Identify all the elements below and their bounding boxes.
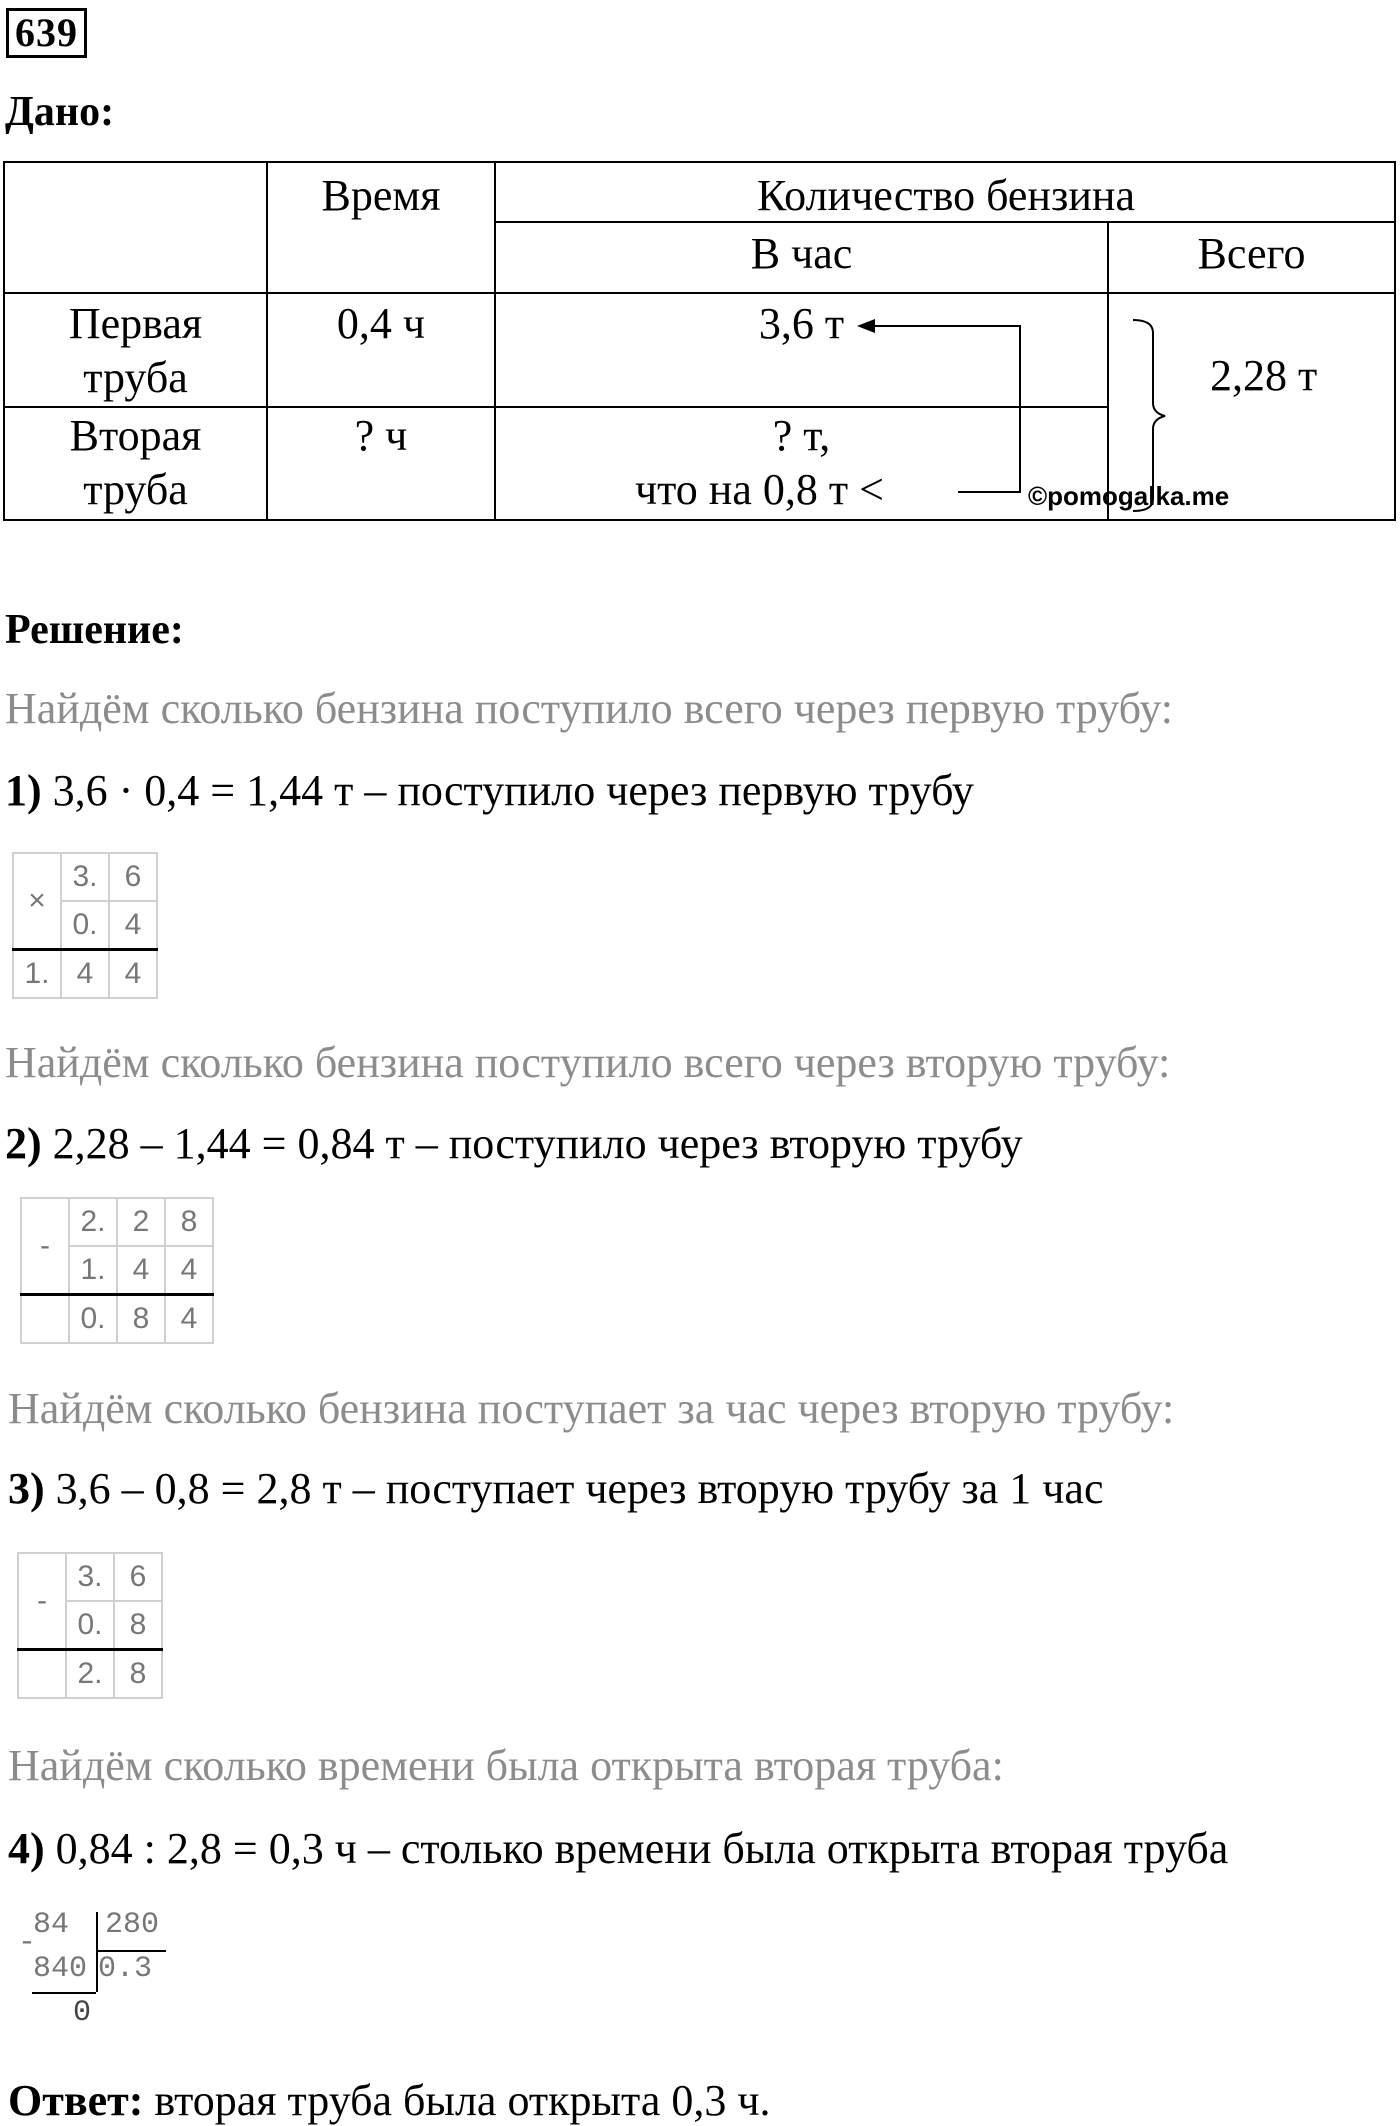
calc3-grid xyxy=(17,1552,163,1699)
calc1-cell: 4 xyxy=(109,901,157,950)
step2-line xyxy=(5,1118,1023,1169)
calc2-cell: 4 xyxy=(165,1295,213,1344)
step4-number: 4) xyxy=(8,1824,45,1873)
calc2-op: - xyxy=(21,1198,69,1295)
calc3-cell: 2. xyxy=(66,1650,114,1699)
calc4-divisor: 280 xyxy=(105,1908,160,1942)
row2-rate-line1: ? т, xyxy=(772,411,831,460)
step4-hint: Найдём сколько времени была открыта вторая труба: xyxy=(8,1741,1004,1790)
step1-number: 1) xyxy=(5,766,42,815)
step3-number: 3) xyxy=(8,1464,45,1513)
division-bar xyxy=(32,1992,96,1994)
calc2-cell: 4 xyxy=(165,1246,213,1295)
calc1-cell: 4 xyxy=(61,950,109,999)
relation-arrows xyxy=(5,163,1398,523)
header-total: Всего xyxy=(1197,229,1306,278)
calc3-cell: 8 xyxy=(114,1601,162,1650)
answer-text: вторая труба была открыта 0,3 ч. xyxy=(154,2076,771,2125)
calc1-cell: 6 xyxy=(109,853,157,901)
given-table xyxy=(3,161,1396,521)
answer-line xyxy=(8,2075,770,2126)
step2-hint: Найдём сколько бензина поступило всего через вторую трубу: xyxy=(5,1038,1171,1087)
given-heading: Дано: xyxy=(5,89,115,135)
calc2-cell: 2 xyxy=(117,1198,165,1246)
calc2-grid xyxy=(20,1197,214,1344)
calc2-cell: 8 xyxy=(117,1295,165,1344)
comparison-arrow-line xyxy=(863,326,1020,492)
step3-text: 3,6 – 0,8 = 2,8 т – поступает через вторую трубу за 1 час xyxy=(55,1464,1104,1513)
row1-name-line2: труба xyxy=(83,353,188,402)
calc2-cell: 8 xyxy=(165,1198,213,1246)
row2-rate-line2: что на 0,8 т < xyxy=(635,465,884,514)
calc2-cell: 4 xyxy=(117,1246,165,1295)
calc4-remainder: 0 xyxy=(73,1996,92,2030)
row2-name-line2: труба xyxy=(83,465,188,514)
calc2-cell xyxy=(21,1295,69,1344)
calc3-cell: 3. xyxy=(66,1553,114,1601)
calc2-cell: 2. xyxy=(69,1198,117,1246)
total-value: 2,28 т xyxy=(1210,351,1318,400)
problem-number: 639 xyxy=(6,8,87,58)
row2-name-line1: Вторая xyxy=(69,411,202,460)
calc3-cell: 0. xyxy=(66,1601,114,1650)
solution-heading: Решение: xyxy=(5,607,184,653)
answer-label: Ответ: xyxy=(8,2076,144,2125)
header-per-hour: В час xyxy=(750,229,853,278)
calc4-product: 840 xyxy=(33,1952,88,1986)
step3-line xyxy=(8,1463,1104,1514)
calc4-long-division xyxy=(18,1908,178,2038)
division-bar xyxy=(96,1912,98,1992)
watermark: ©pomogalka.me xyxy=(1028,481,1230,511)
calc2-cell: 0. xyxy=(69,1295,117,1344)
calc1-cell: 1. xyxy=(13,950,61,999)
calc4-op: - xyxy=(18,1926,37,1960)
calc3-cell xyxy=(18,1650,66,1699)
step3-hint: Найдём сколько бензина поступает за час через вторую трубу: xyxy=(8,1384,1175,1433)
step2-text: 2,28 – 1,44 = 0,84 т – поступило через вторую трубу xyxy=(52,1119,1023,1168)
arrowhead-icon xyxy=(857,319,875,333)
row1-time: 0,4 ч xyxy=(336,299,426,348)
row1-name-line1: Первая xyxy=(68,299,203,348)
division-bar xyxy=(96,1950,166,1952)
step2-number: 2) xyxy=(5,1119,42,1168)
calc2-cell: 1. xyxy=(69,1246,117,1295)
calc3-cell: 8 xyxy=(114,1650,162,1699)
calc1-cell: 0. xyxy=(61,901,109,950)
calc4-dividend: 84 xyxy=(33,1908,70,1942)
header-amount: Количество бензина xyxy=(757,171,1135,220)
step4-text: 0,84 : 2,8 = 0,3 ч – столько времени была открыта вторая труба xyxy=(55,1824,1229,1873)
calc3-cell: 6 xyxy=(114,1553,162,1601)
step1-line xyxy=(5,765,974,816)
step1-text: 3,6 · 0,4 = 1,44 т – поступило через первую трубу xyxy=(52,766,974,815)
header-time: Время xyxy=(321,171,441,220)
calc1-op: × xyxy=(13,853,61,950)
row2-time: ? ч xyxy=(354,411,408,460)
step4-line xyxy=(8,1823,1228,1874)
row1-rate: 3,6 т xyxy=(758,299,845,348)
calc3-op: - xyxy=(18,1553,66,1650)
calc1-cell: 4 xyxy=(109,950,157,999)
calc1-cell: 3. xyxy=(61,853,109,901)
step1-hint: Найдём сколько бензина поступило всего через первую трубу: xyxy=(5,684,1173,733)
calc1-grid xyxy=(12,852,158,999)
calc4-quotient: 0.3 xyxy=(98,1952,153,1986)
